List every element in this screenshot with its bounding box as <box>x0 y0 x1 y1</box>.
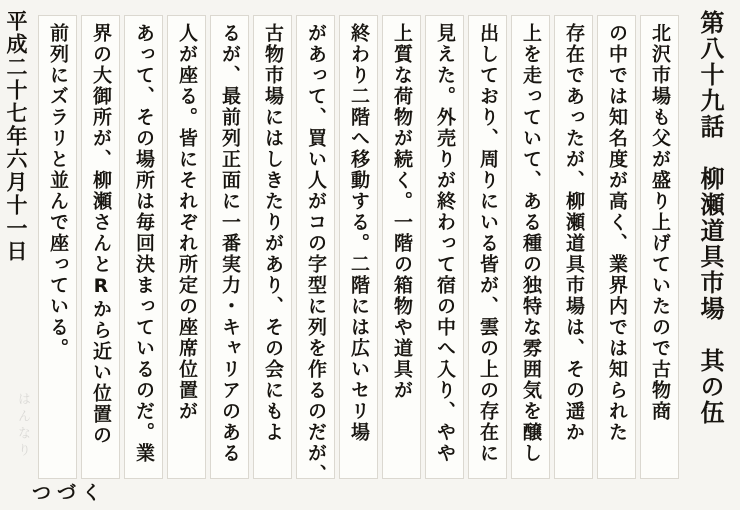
body-column-15: 前列にズラリと並んで座っている。 <box>38 15 77 479</box>
body-column-1: 北沢市場も父が盛り上げていたので古物商 <box>640 15 679 479</box>
body-column-3: 存在であったが、柳瀬道具市場は、その遥か <box>554 15 593 479</box>
body-column-5: 出しており、周りにいる皆が、雲の上の存在に <box>468 15 507 479</box>
body-column-8: 終わり二階へ移動する。二階には広いセリ場 <box>339 15 378 479</box>
body-column-13: あって、その場所は毎回決まっているのだ。業 <box>124 15 163 479</box>
episode-title-column: 第八十九話 柳瀬道具市場 其の伍 <box>696 10 724 426</box>
to-be-continued-marker: つづく <box>32 482 108 504</box>
body-column-12: 人が座る。皆にそれぞれ所定の座席位置が <box>167 15 206 479</box>
body-column-14: 界の大御所が、柳瀬さんとRから近い位置の <box>81 15 120 479</box>
body-column-6: 見えた。外売りが終わって宿の中へ入り、やや <box>425 15 464 479</box>
body-column-9: があって、買い人がコの字型に列を作るのだが、 <box>296 15 335 479</box>
body-column-7: 上質な荷物が続く。一階の箱物や道具が <box>382 15 421 479</box>
body-column-4: 上を走っていて、ある種の独特な雰囲気を醸し <box>511 15 550 479</box>
body-column-10: 古物市場にはしきたりがあり、その会にもよ <box>253 15 292 479</box>
faint-pencil-note: はんなり <box>15 392 30 460</box>
body-column-11: るが、最前列正面に一番実力・キャリアのある <box>210 15 249 479</box>
body-column-2: の中では知名度が高く、業界内では知られた <box>597 15 636 479</box>
date-column: 平成二十七年六月十一日 <box>4 10 28 263</box>
